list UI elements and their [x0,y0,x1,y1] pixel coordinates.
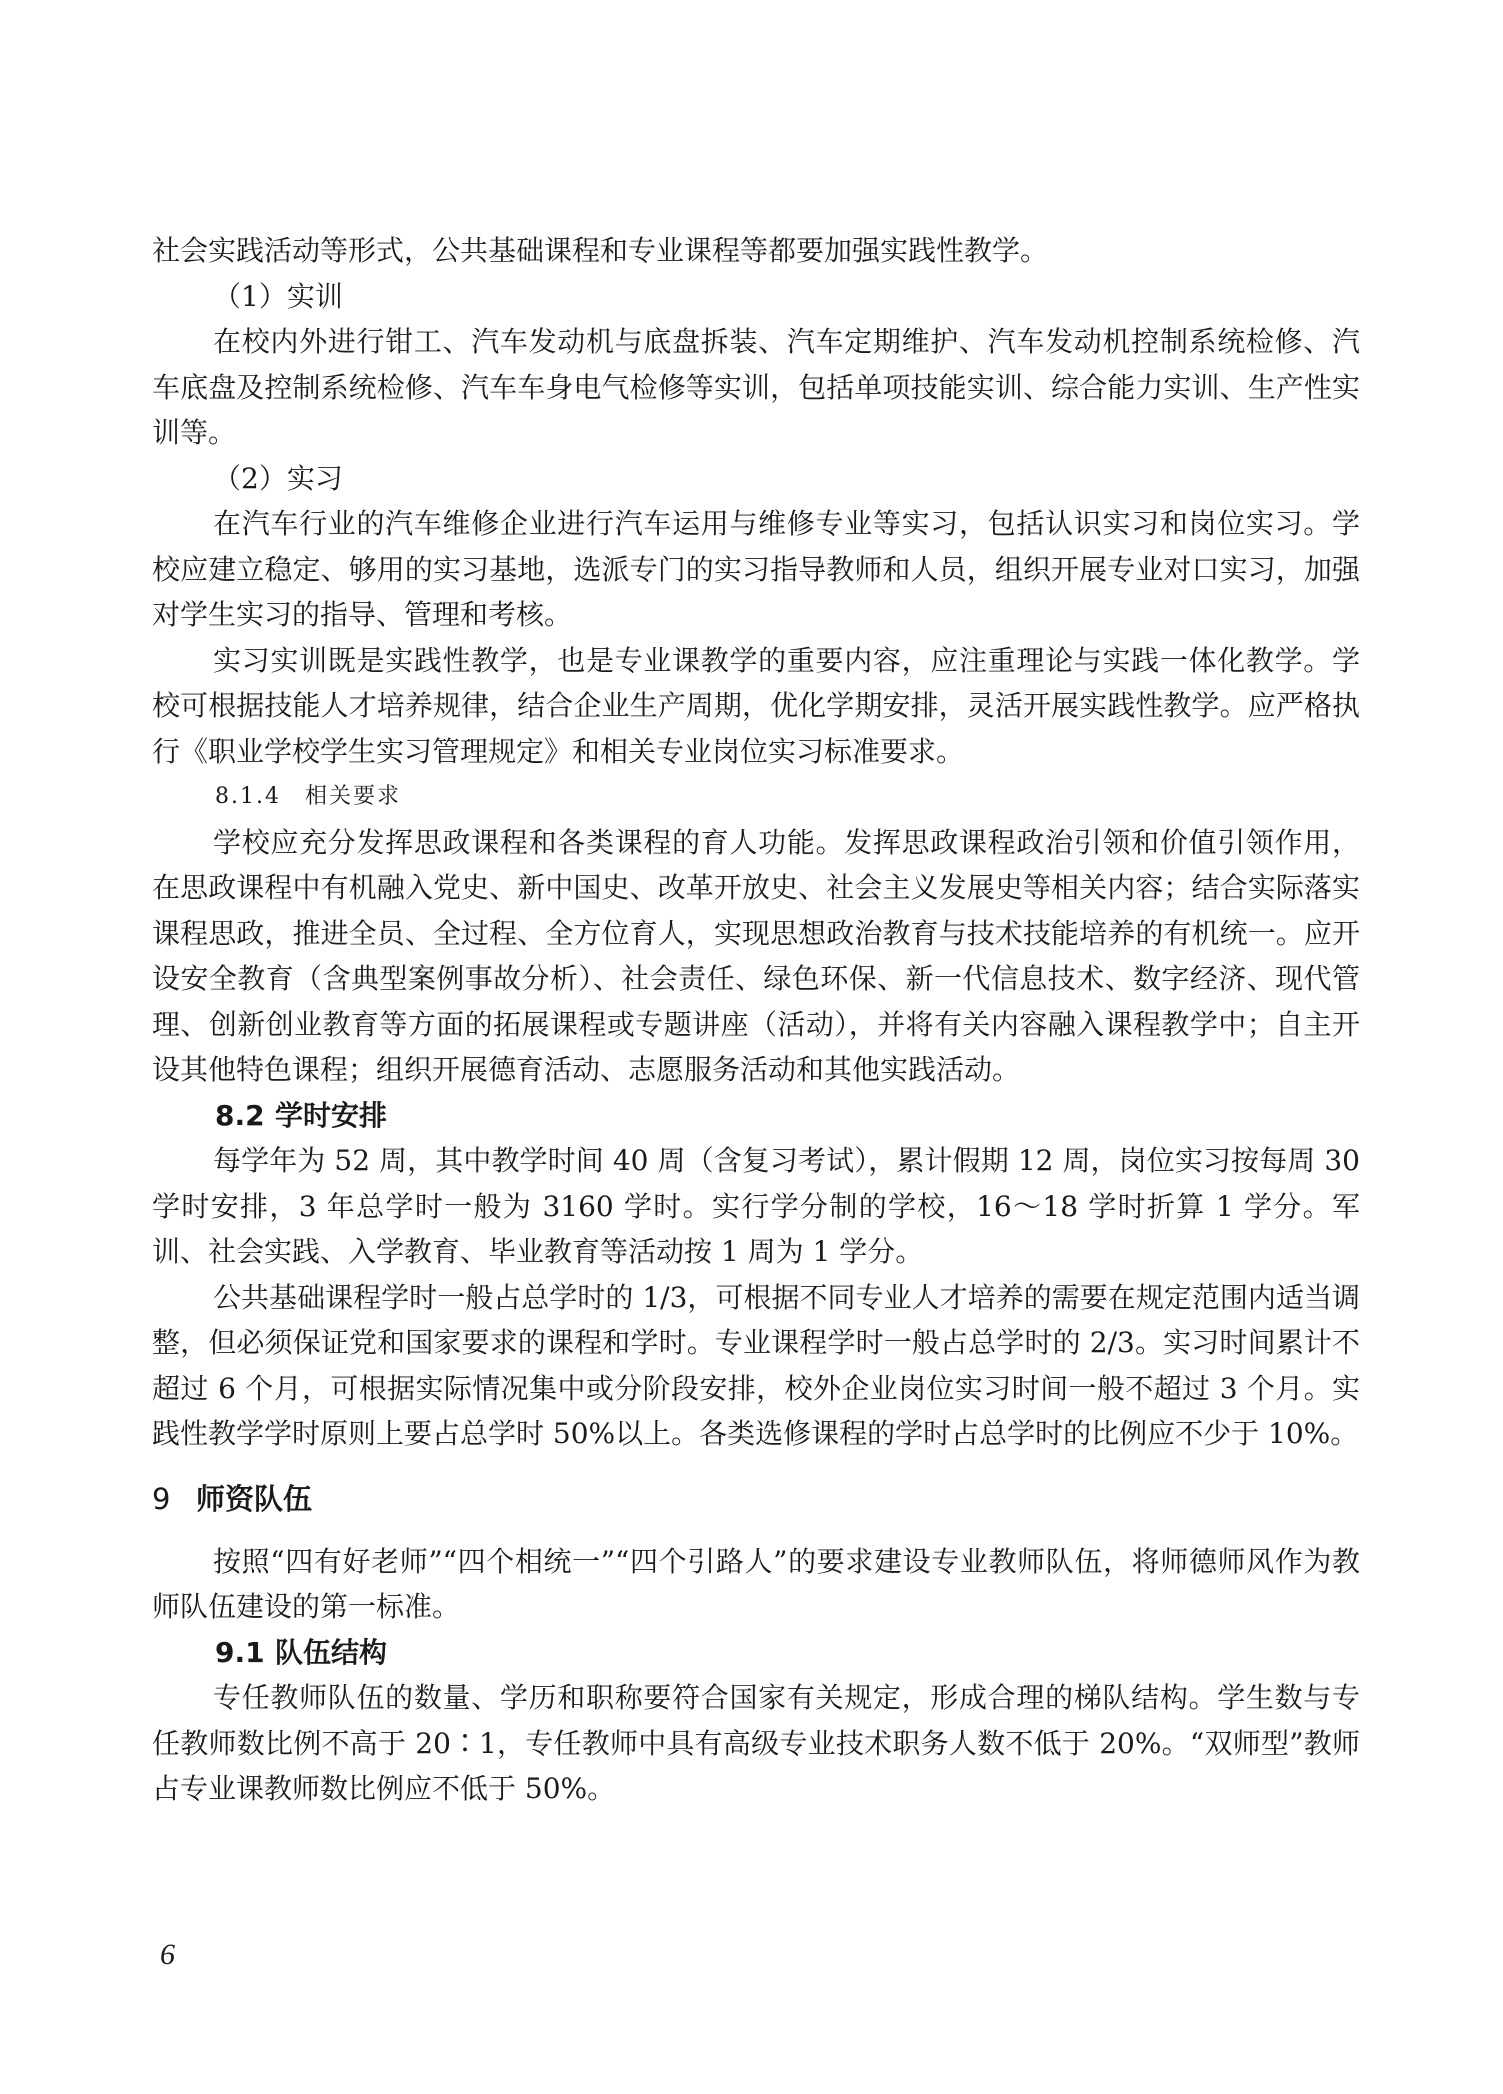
heading-9-1-title: 队伍结构 [275,1635,388,1669]
item-internship-heading: （2）实习 [213,461,343,495]
heading-9-1 [152,1630,1360,1676]
paragraph-teacher-standards: 按照“四有好老师”“四个相统一”“四个引路人”的要求建设专业教师队伍，将师德师风作为教师队伍建设的第一标准。 [152,1544,1360,1623]
heading-9-1-number: 9.1 [215,1635,265,1669]
heading-8-2-title: 学时安排 [275,1098,388,1132]
heading-9-title: 师资队伍 [196,1481,313,1516]
heading-9-number: 9 [152,1481,171,1516]
item-training-heading: （1）实训 [213,279,343,313]
paragraph-training: 在校内外进行钳工、汽车发动机与底盘拆装、汽车定期维护、汽车发动机控制系统检修、汽车底盘及控制系统检修、汽车车身电气检修等实训，包括单项技能实训、综合能力实训、生产性实训等。 [152,325,1360,449]
paragraph-schedule-ratios: 公共基础课程学时一般占总学时的 1/3，可根据不同专业人才培养的需要在规定范围内适当调整，但必须保证党和国家要求的课程和学时。专业课程学时一般占总学时的 2/3。实习时间累计不超过 6 个月，可根据实际情况集中或分阶段安排，校外企业岗位实习时间一般不超过 3 个月。实践性教学学时原则上要占总学时 50%以上。各类选修课程的学时占总学时的比例应不少于 10%。 [152,1280,1360,1450]
paragraph-practice-teaching: 实习实训既是实践性教学，也是专业课教学的重要内容，应注重理论与实践一体化教学。学校可根据技能人才培养规律，结合企业生产周期，优化学期安排，灵活开展实践性教学。应严格执行《职业学校学生实习管理规定》和相关专业岗位实习标准要求。 [152,643,1360,768]
paragraph-internship: 在汽车行业的汽车维修企业进行汽车运用与维修专业等实习，包括认识实习和岗位实习。学校应建立稳定、够用的实习基地，选派专门的实习指导教师和人员，组织开展专业对口实习，加强对学生实习的指导、管理和考核。 [152,507,1360,631]
paragraph-team-structure: 专任教师队伍的数量、学历和职称要符合国家有关规定，形成合理的梯队结构。学生数与专任教师数比例不高于 20∶1，专任教师中具有高级专业技术职务人数不低于 20%。“双师型”教师占专业课教师数比例应不低于 50%。 [152,1681,1360,1805]
paragraph-practice-forms: 社会实践活动等形式，公共基础课程和专业课程等都要加强实践性教学。 [152,234,1049,267]
heading-section-9 [152,1475,1360,1523]
heading-8-2 [152,1093,1360,1139]
paragraph-related-requirements: 学校应充分发挥思政课程和各类课程的育人功能。发挥思政课程政治引领和价值引领作用，在思政课程中有机融入党史、新中国史、改革开放史、社会主义发展史等相关内容；结合实际落实课程思政，推进全员、全过程、全方位育人，实现思想政治教育与技术技能培养的有机统一。应开设安全教育（含典型案例事故分析）、社会责任、绿色环保、新一代信息技术、数字经济、现代管理、创新创业教育等方面的拓展课程或专题讲座（活动），并将有关内容融入课程教学中；自主开设其他特色课程；组织开展德育活动、志愿服务活动和其他实践活动。 [152,825,1360,1086]
paragraph-schedule-weeks: 每学年为 52 周，其中教学时间 40 周（含复习考试），累计假期 12 周，岗位实习按每周 30 学时安排，3 年总学时一般为 3160 学时。实行学分制的学校，16～18 学时折算 1 学分。军训、社会实践、入学教育、毕业教育等活动按 1 周为 1 学分。 [152,1144,1360,1268]
page-number: 6 [160,1938,175,1971]
heading-8-2-number: 8.2 [215,1098,265,1132]
heading-8-1-4: 8.1.4 相关要求 [215,784,401,809]
page-content [152,228,1360,1812]
